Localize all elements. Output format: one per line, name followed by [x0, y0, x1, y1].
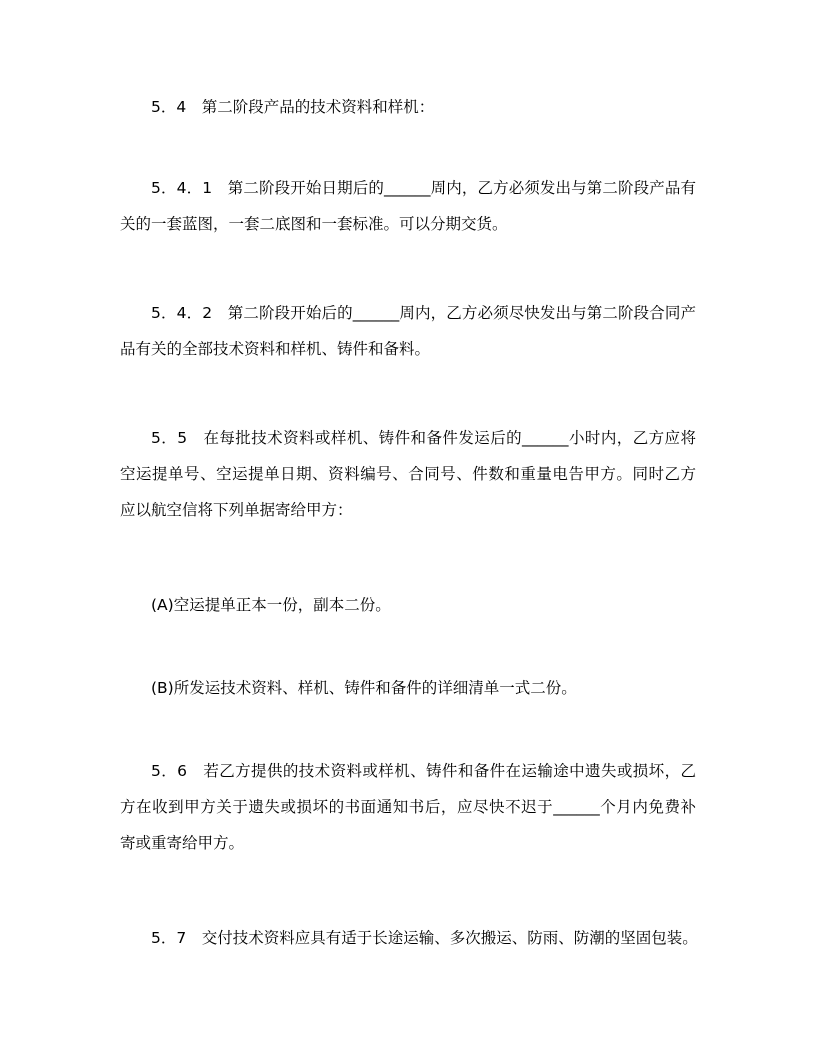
- paragraph-5-4-2: [120, 295, 696, 367]
- paragraph-line: (B)所发运技术资料、样机、铸件和备件的详细清单一式二份。: [151, 679, 577, 697]
- paragraph-line: 关的一套蓝图，一套二底图和一套标准。可以分期交货。: [120, 215, 508, 233]
- paragraph-5-4-1: [120, 170, 696, 242]
- paragraph-5-6: [120, 753, 696, 861]
- paragraph-5-4: [120, 89, 696, 125]
- paragraph-line: 5．5 在每批技术资料或样机、铸件和备件发运后的______小时内，乙方应将: [151, 429, 696, 447]
- paragraph-line: 方在收到甲方关于遗失或损坏的书面通知书后，应尽快不迟于______个月内免费补: [120, 798, 696, 816]
- paragraph-line: 应以航空信将下列单据寄给甲方：: [120, 501, 353, 519]
- paragraph-line: 5．4 第二阶段产品的技术资料和样机：: [151, 98, 435, 116]
- paragraph-line: 空运提单号、空运提单日期、资料编号、合同号、件数和重量电告甲方。同时乙方: [120, 465, 696, 483]
- paragraph-line: 5．6 若乙方提供的技术资料或样机、铸件和备件在运输途中遗失或损坏，乙: [151, 762, 696, 780]
- paragraph-5-5: [120, 420, 696, 528]
- paragraph-a: [120, 587, 696, 623]
- paragraph-line: 寄或重寄给甲方。: [120, 834, 245, 852]
- paragraph-5-7: [120, 920, 696, 956]
- paragraph-line: (A)空运提单正本一份，副本二份。: [151, 596, 391, 614]
- paragraph-line: 5．4．2 第二阶段开始后的______周内，乙方必须尽快发出与第二阶段合同产: [151, 304, 696, 322]
- paragraph-line: 5．7 交付技术资料应具有适于长途运输、多次搬运、防雨、防潮的坚固包装。: [151, 929, 698, 947]
- paragraph-line: 品有关的全部技术资料和样机、铸件和备料。: [120, 340, 431, 358]
- paragraph-b: [120, 670, 696, 706]
- paragraph-line: 5．4．1 第二阶段开始日期后的______周内，乙方必须发出与第二阶段产品有: [151, 179, 696, 197]
